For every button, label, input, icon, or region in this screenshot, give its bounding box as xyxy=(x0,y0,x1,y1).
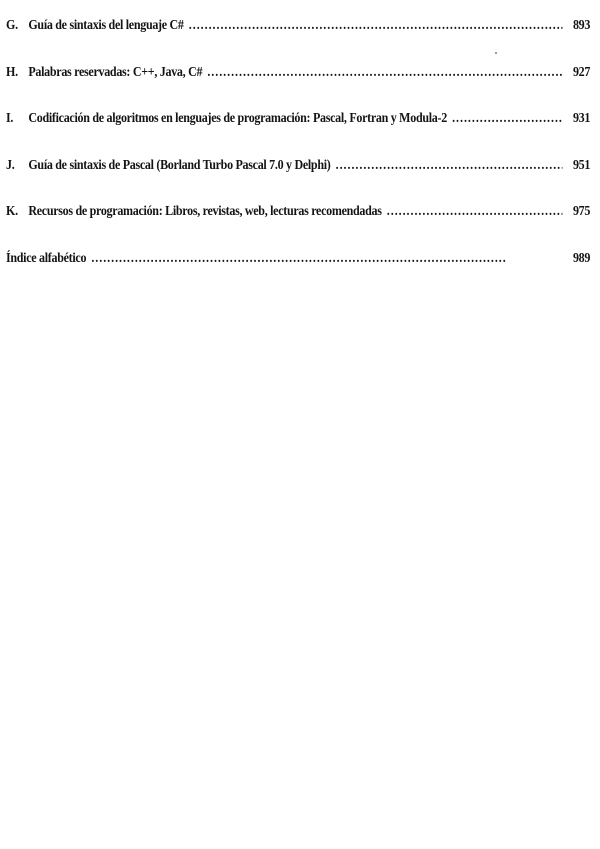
scan-speck xyxy=(495,52,497,54)
entry-title: Índice alfabético xyxy=(6,250,87,266)
entry-page-number: 975 xyxy=(572,204,591,219)
entry-title: Guía de sintaxis del lenguaje C# xyxy=(28,18,184,33)
dot-leader xyxy=(91,251,562,267)
entry-title: Codificación de algoritmos en lenguajes de programación: Pascal, Fortran y Modula-2 xyxy=(28,111,447,126)
entry-letter: I. xyxy=(6,111,14,126)
dot-leader xyxy=(189,18,563,34)
entry-page-number: 931 xyxy=(572,111,591,126)
toc-entry-i xyxy=(6,111,590,135)
dot-leader xyxy=(452,111,562,127)
entry-title: Recursos de programación: Libros, revistas, web, lecturas recomendadas xyxy=(28,204,382,219)
entry-letter: J. xyxy=(6,157,15,173)
entry-page-number: 951 xyxy=(572,157,591,173)
toc-entry-index xyxy=(6,251,590,275)
toc-entry-g xyxy=(6,18,590,42)
dot-leader xyxy=(207,65,562,81)
toc-entry-h xyxy=(6,65,590,89)
entry-page-number: 927 xyxy=(572,64,591,80)
dot-leader xyxy=(387,204,563,220)
entry-letter: H. xyxy=(6,64,18,80)
entry-letter: K. xyxy=(6,204,18,219)
entry-letter: G. xyxy=(6,18,18,33)
entry-page-number: 989 xyxy=(572,250,591,266)
toc-entry-k xyxy=(6,204,590,228)
entry-page-number: 893 xyxy=(572,18,591,33)
table-of-contents xyxy=(6,18,590,297)
entry-title: Palabras reservadas: C++, Java, C# xyxy=(28,64,203,80)
dot-leader xyxy=(336,158,563,174)
toc-entry-j xyxy=(6,158,590,182)
entry-title: Guía de sintaxis de Pascal (Borland Turbo Pascal 7.0 y Delphi) xyxy=(28,157,331,173)
